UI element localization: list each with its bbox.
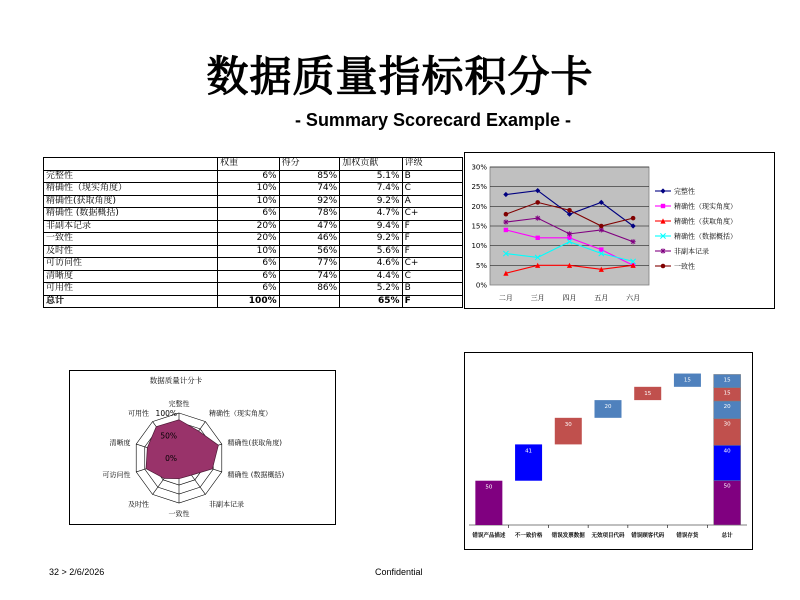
table-cell: C [402,270,462,283]
radar-axis-label: 精确性（现实角度） [208,409,272,418]
table-cell: 5.1% [340,170,402,183]
data-point [536,236,540,240]
radar-axis-label: 精确性(获取角度) [227,439,282,448]
waterfall-chart [465,353,752,549]
radar-axis-label: 清晰度 [109,439,131,448]
row-label: 清晰度 [44,270,218,283]
table-row [44,245,463,258]
table-row [44,283,463,296]
row-label: 可访问性 [44,258,218,271]
table-cell: 9.2% [340,195,402,208]
row-label: 及时性 [44,245,218,258]
radar-axis-label: 精确性 (数据概括) [227,470,285,479]
table-cell: 56% [279,245,340,258]
x-tick-label: 总计 [721,533,733,539]
table-cell: 74% [279,270,340,283]
line-chart [465,153,774,308]
table-cell: 6% [218,208,279,221]
table-cell: 6% [218,283,279,296]
bar-value-label: 40 [723,448,731,455]
table-cell: 6% [218,258,279,271]
radar-chart-panel [69,370,336,525]
bar-value-label: 20 [723,404,731,410]
table-cell: 得分 [279,158,340,171]
table-cell: 74% [279,183,340,196]
table-header [44,158,463,171]
page-title: 数据质量指标积分卡 [206,52,594,101]
data-point [535,216,540,221]
bar-value-label: 15 [723,390,731,397]
radar-axis-label: 可访问性 [102,470,131,479]
row-label [44,158,218,171]
table-cell: 65% [340,295,402,308]
radar-area [146,420,218,479]
table-cell: 6% [218,170,279,183]
row-label: 完整性 [44,170,218,183]
table-cell: 5.6% [340,245,402,258]
y-tick-label: 5% [475,261,487,270]
data-point [631,216,636,221]
data-point [504,228,508,232]
legend-label: 非副本记录 [674,247,709,256]
row-label: 非副本记录 [44,220,218,233]
legend-label: 精确性（现实角度） [674,202,737,211]
x-tick-label: 五月 [594,294,609,302]
table-cell: 6% [218,270,279,283]
data-point [567,208,572,213]
table-cell: C [402,183,462,196]
radar-ring-label: 50% [160,431,177,441]
table-row [44,183,463,196]
radar-ring-label: 0% [165,454,177,463]
x-tick-label: 错误顾客代码 [631,533,665,539]
table-cell: 5.2% [340,283,402,296]
data-point [661,264,666,269]
legend-label: 一致性 [674,262,695,271]
table-cell: B [402,283,462,296]
bar-value-label: 41 [525,448,533,455]
bar-value-label: 30 [564,421,572,428]
data-point [535,200,540,205]
table-cell: 加权贡献 [340,158,402,171]
table-cell: 46% [279,233,340,246]
table-cell: 86% [279,283,340,296]
table-cell: B [402,170,462,183]
x-tick-label: 错误存货 [676,533,699,539]
table-cell: F [402,295,462,308]
table-cell: C+ [402,258,462,271]
table-cell [279,295,340,308]
data-point [660,188,665,193]
x-tick-label: 无效项目代码 [591,533,625,539]
row-label: 精确性(获取角度) [44,195,218,208]
line-chart-panel [464,152,775,309]
bar-value-label: 20 [604,404,612,411]
radar-axis-label: 完整性 [168,400,190,408]
table-row [44,195,463,208]
bar-value-label: 30 [723,421,731,428]
y-tick-label: 25% [471,183,487,192]
row-label: 精确性（现实角度） [44,183,218,196]
table-row [44,233,463,246]
x-tick-label: 错误产品描述 [472,533,506,539]
table-cell: 92% [279,195,340,208]
table-cell: 权重 [218,158,279,171]
table-cell: 10% [218,183,279,196]
table-cell: 47% [279,220,340,233]
data-point [503,219,508,224]
x-tick-label: 二月 [498,294,513,302]
table-cell: F [402,233,462,246]
waterfall-chart-panel [464,352,753,550]
data-point [567,231,572,236]
legend-label: 完整性 [674,187,695,196]
table-cell: 7.4% [340,183,402,196]
bar-value-label: 15 [644,390,652,397]
x-tick-label: 三月 [530,294,545,302]
bar-value-label: 50 [723,483,731,490]
table-cell: C+ [402,208,462,221]
radar-axis-label: 可用性 [128,409,150,418]
radar-axis-label: 及时性 [128,500,150,509]
bar-value-label: 15 [683,377,691,384]
y-tick-label: 30% [471,163,487,172]
table-row [44,170,463,183]
table-cell: 100% [218,295,279,308]
row-label: 总计 [44,295,218,308]
data-point [504,212,509,217]
data-point [661,204,665,208]
table-cell: A [402,195,462,208]
table-cell: 77% [279,258,340,271]
table-cell: 20% [218,220,279,233]
table-cell: 9.2% [340,233,402,246]
row-label: 一致性 [44,233,218,246]
table-cell: 20% [218,233,279,246]
table-row [44,270,463,283]
y-tick-label: 10% [471,242,487,251]
table-cell: 4.6% [340,258,402,271]
table-cell: 9.4% [340,220,402,233]
table-row [44,208,463,221]
radar-chart [70,371,335,524]
x-tick-label: 错误发票数据 [551,533,585,539]
table-cell: F [402,245,462,258]
footer-confidential: Confidential [375,567,423,577]
row-label: 精确性 (数据概括) [44,208,218,221]
radar-ring-label: 100% [155,409,177,418]
x-tick-label: 不一致价格 [514,533,543,539]
chart-title: 数据质量计分卡 [149,376,203,385]
x-tick-label: 四月 [562,294,577,302]
radar-axis-label: 一致性 [168,510,190,518]
y-tick-label: 20% [471,202,487,211]
table-row [44,258,463,271]
table-cell: F [402,220,462,233]
data-point [660,248,665,253]
y-tick-label: 15% [471,222,487,231]
page-subtitle: - Summary Scorecard Example - [294,110,572,130]
legend-label: 精确性（获取角度） [674,217,737,226]
table-cell: 评级 [402,158,462,171]
row-label: 可用性 [44,283,218,296]
radar-axis-label: 非副本记录 [208,500,244,509]
data-point [599,247,603,251]
x-tick-label: 六月 [626,294,641,302]
data-point [631,239,636,244]
data-point [599,224,604,229]
table-cell: 10% [218,195,279,208]
table-cell: 78% [279,208,340,221]
table-cell: 85% [279,170,340,183]
table-cell: 10% [218,245,279,258]
table-row [44,220,463,233]
bar-value-label: 15 [723,377,731,384]
legend-label: 精确性（数据概括） [674,232,737,241]
footer-page-date: 32 > 2/6/2026 [49,567,105,577]
table-total-row [44,295,463,308]
table-cell: 4.4% [340,270,402,283]
table-cell: 4.7% [340,208,402,221]
y-tick-label: 0% [475,281,487,290]
bar-value-label: 50 [485,484,493,491]
scorecard-table [43,157,463,308]
